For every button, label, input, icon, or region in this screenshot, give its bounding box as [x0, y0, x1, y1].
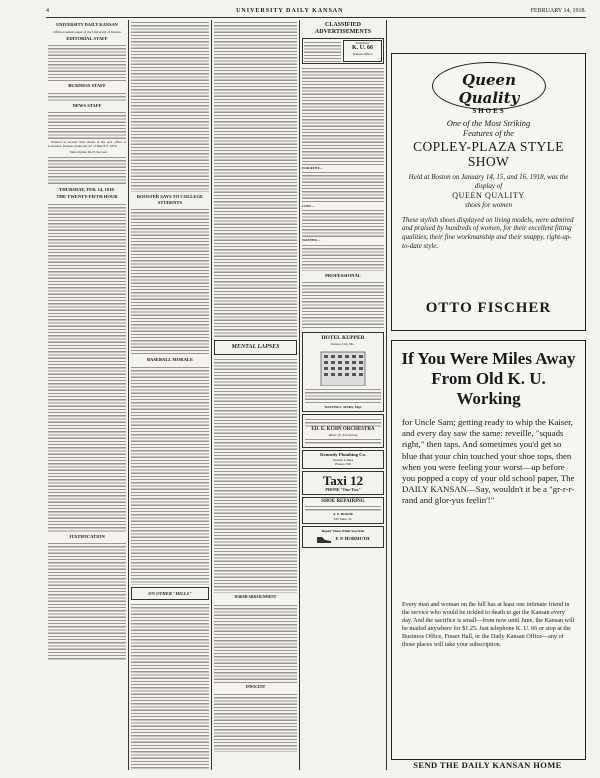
hotel-body	[305, 387, 381, 405]
editorial-heading-twenty-fifth-hour: THE TWENTY-FIFTH HOUR	[56, 194, 118, 200]
hormuth-name: F. P. HORMUTH	[335, 535, 370, 541]
column-rule	[299, 20, 300, 770]
hormuth-tagline: Repair Them While You Wait	[321, 528, 365, 533]
hotel-city: Kansas City, Mo.	[331, 341, 355, 346]
telephone-label: Telephone	[355, 41, 370, 45]
hotel-building-illustration	[315, 346, 371, 386]
editorial-body	[48, 202, 126, 532]
send-kansan-home-ad	[391, 340, 586, 760]
queen-line-2: Features of the	[462, 128, 515, 138]
innocent-heading: INNOCENT	[245, 684, 266, 689]
taxi-tagline: PHONE "One-Two"	[325, 487, 361, 493]
plumbing-name: Kennedy Plumbing Co.	[320, 452, 366, 458]
professional-heading: PROFESSIONAL	[325, 272, 361, 278]
hotel-name: HOTEL KUPPER	[321, 335, 365, 342]
masthead-body	[48, 155, 126, 185]
shoe-repair-title: SHOE REPAIRING	[321, 499, 365, 505]
entry-note: Entered as second class matter at the post office at Lawrence, Kansas, under the act of March 3, 1879.	[48, 140, 126, 149]
queen-line-3: Held at Boston on January 14, 15, and 16, 1918, was the display of	[408, 173, 569, 190]
classified-phone: K. U. 66	[352, 45, 373, 52]
editorial-heading-justification: JUSTIFICATION	[69, 533, 105, 539]
business-staff-heading: BUSINESS STAFF	[68, 83, 106, 89]
paper-title: UNIVERSITY DAILY KANSAN	[236, 8, 344, 14]
masthead-column	[48, 20, 126, 770]
plumbing-phone: Phones 568	[335, 461, 351, 466]
orchestra-tagline: Music for Everything	[328, 433, 358, 438]
shoe-repair-ad	[302, 497, 384, 524]
kuhn-orchestra-ad	[302, 414, 384, 448]
business-staff-list	[48, 91, 126, 101]
news-staff-heading: NEWS STAFF	[72, 102, 102, 108]
miles-away-subscription-note: Every man and woman on the hill has at least one intimate friend in the service who would be tickled to death to get the Kansan every day. And the sacrifice is small—from now until June, the Kansan will be mailed anywhere for $1.25. Just telephone K. U. 66 or stop at the Business Office, Fraser Hall, or the Daily Kansan Office—any of those places will take your subscription.	[402, 601, 575, 648]
column-rule	[211, 20, 212, 770]
article-heading-booster: BOOSTER SAYS TO COLLEGE STUDENTS	[136, 194, 204, 205]
kennedy-plumbing-ad	[302, 450, 384, 469]
other-hills-box	[131, 587, 209, 601]
article-heading-baseball: BASEBALL MORALE	[146, 357, 194, 362]
phone-box	[343, 40, 382, 62]
editorial-body	[48, 541, 126, 661]
queen-line-4: shoes for women	[464, 201, 513, 210]
editorial-column-2	[131, 20, 209, 770]
shoe-repair-body	[305, 504, 381, 512]
column-rule	[128, 20, 129, 770]
brand-subtitle: SHOES	[472, 107, 506, 115]
wanted-label: WANTED—	[302, 238, 321, 243]
issue-date: FEBRUARY 14, 1918.	[530, 8, 586, 14]
brand-name-text: QUEEN QUALITY	[452, 191, 525, 201]
humor-body	[214, 692, 297, 752]
send-kansan-home-footer: SEND THE DAILY KANSAN HOME	[413, 760, 562, 770]
desk-label: Kansan Office	[352, 52, 373, 57]
column-rule	[386, 20, 387, 770]
classified-column	[302, 20, 384, 770]
article-body	[131, 602, 209, 770]
shoe-repair-address: 930 Mass. St.	[333, 516, 353, 521]
style-show-title: COPLEY-PLAZA STYLE SHOW	[413, 139, 564, 169]
queen-quality-logo	[432, 62, 546, 115]
professional-cards	[302, 280, 384, 330]
lost-label: LOST—	[302, 204, 315, 209]
classified-body	[302, 66, 384, 166]
harsh-arraignment-heading: HARSH ARRAIGNMENT	[234, 595, 277, 599]
queen-quality-ad	[391, 53, 586, 331]
page-number: 4	[46, 8, 49, 14]
shoe-icon	[316, 533, 332, 545]
classified-body	[302, 243, 384, 271]
miles-away-body: for Uncle Sam; getting ready to whip the Kaiser, and every day saw the same: reveille, "squads right," then taps. And sometimes you'd get so blue that your chin touched your shoe tops, then when you were feeling your worst—up before you popped a copy of your old school paper, The DAILY KANSAN—Say, wouldn't it be a "gr-r-r-rand and glor-yus feelin'!"	[402, 417, 575, 506]
shoe-repair-owner: A. E. BOONE	[332, 512, 354, 517]
taxi-name: Taxi 12	[322, 473, 364, 489]
for-rent-label: FOR RENT—	[302, 166, 323, 170]
classified-title: CLASSIFIED ADVERTISEMENTS	[314, 22, 372, 35]
orchestra-body	[305, 437, 381, 445]
editorial-column-3	[214, 20, 297, 770]
article-body	[131, 207, 209, 355]
news-staff-list	[48, 110, 126, 140]
article-body	[214, 20, 297, 338]
article-body	[131, 365, 209, 585]
dealer-name: OTTO FISCHER	[425, 300, 552, 316]
orchestra-name: ED. E. KUHN ORCHESTRA	[311, 427, 375, 433]
brand-wordmark: Queen Quality	[458, 71, 520, 107]
article-body	[131, 20, 209, 192]
humor-body	[214, 357, 297, 593]
dateline: THURSDAY, FEB. 14, 1918.	[59, 186, 115, 192]
orchestra-body	[305, 417, 381, 427]
queen-description: These stylish shoes displayed on living models, were admired and praised by hundreds of women, for their excellent fitting qualities, their fine workmanship and their snappy, right-up-to-date style.	[402, 215, 574, 250]
humor-body	[214, 603, 297, 683]
mental-lapses-heading: MENTAL LAPSES	[231, 344, 280, 350]
article-heading-other-hills: ON OTHER "HILLS"	[148, 590, 192, 596]
classified-body	[302, 208, 384, 238]
hotel-kupper-ad	[302, 332, 384, 412]
plumbing-line: Student Lamps	[332, 457, 354, 462]
staff-list	[48, 43, 126, 81]
editorial-staff-heading: EDITORIAL STAFF	[66, 35, 108, 41]
queen-line-1: One of the Most Striking	[446, 118, 531, 128]
miles-away-headline: If You Were Miles Away From Old K. U. Working	[401, 349, 576, 408]
price-line: Subscription $2.25 the year	[69, 149, 108, 154]
rates-table	[304, 40, 341, 62]
classified-body	[302, 170, 384, 204]
taxi-ad	[302, 471, 384, 495]
hormuth-ad	[302, 526, 384, 548]
running-header	[46, 6, 586, 16]
mental-lapses-box	[214, 340, 297, 355]
classified-rates-box	[302, 38, 384, 64]
masthead-subtitle: Official student paper of the University of Kansas	[53, 29, 121, 34]
header-rule	[46, 17, 586, 18]
masthead-title: UNIVERSITY DAILY KANSAN	[56, 22, 118, 27]
hotel-manager: WALTER S. MARS, Mgr.	[324, 405, 362, 410]
